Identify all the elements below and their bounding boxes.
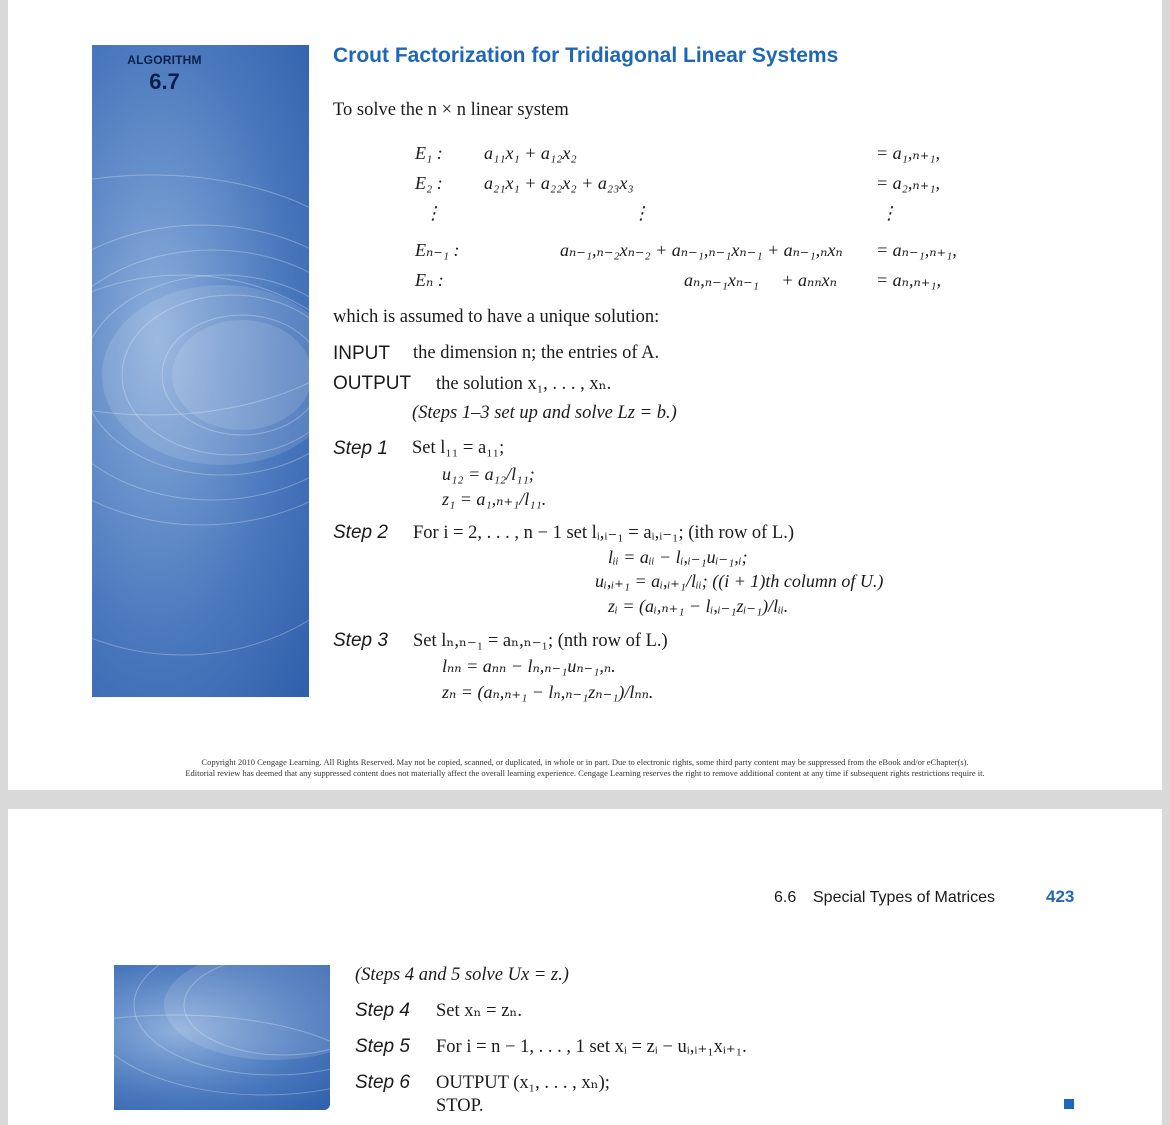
step-1-line: z₁ = a₁,ₙ₊₁/l₁₁.: [442, 489, 547, 509]
decorative-swirl-graphic: [92, 45, 309, 697]
input-text: the dimension n; the entries of A.: [413, 343, 660, 363]
end-of-algorithm-square-icon: [1064, 1099, 1074, 1109]
assumption-text: which is assumed to have a unique solution:: [333, 307, 660, 327]
algorithm-sidebar-panel: [114, 965, 330, 1110]
equation-rhs: = aₙ,ₙ₊₁,: [876, 270, 941, 290]
equation-rhs: = a₁,ₙ₊₁,: [876, 143, 940, 163]
step-5-text: For i = n − 1, . . . , 1 set xᵢ = zᵢ − uᵢ,ᵢ₊₁xᵢ₊₁.: [436, 1037, 747, 1057]
output-keyword: OUTPUT: [333, 373, 412, 394]
step-1-line: u₁₂ = a₁₂/l₁₁;: [442, 464, 535, 484]
step-1-line: Set l₁₁ = a₁₁;: [412, 438, 505, 458]
step-2-line: lᵢᵢ = aᵢᵢ − lᵢ,ᵢ₋₁uᵢ₋₁,ᵢ;: [608, 547, 748, 567]
equation-rhs: = a₂,ₙ₊₁,: [876, 173, 940, 193]
step-2-line: For i = 2, . . . , n − 1 set lᵢ,ᵢ₋₁ = aᵢ,ᵢ₋₁; (ith row of L.): [413, 523, 795, 543]
section-title: Special Types of Matrices: [813, 889, 996, 906]
algorithm-label: ALGORITHM: [127, 53, 202, 67]
copyright-notice: [8, 757, 1162, 779]
vertical-ellipsis: ⋮: [632, 203, 650, 223]
step-2-line: zᵢ = (aᵢ,ₙ₊₁ − lᵢ,ᵢ₋₁zᵢ₋₁)/lᵢᵢ.: [608, 596, 789, 616]
step-6-line: OUTPUT (x₁, . . . , xₙ);: [436, 1073, 610, 1093]
step-2-line: uᵢ,ᵢ₊₁ = aᵢ,ᵢ₊₁/lᵢᵢ; ((i + 1)th column of U.): [595, 571, 884, 591]
step-4-label: Step 4: [355, 1000, 410, 1021]
step-4-text: Set xₙ = zₙ.: [436, 1001, 523, 1021]
equation-label: Eₙ :: [415, 270, 444, 290]
equation-lhs: a₁₁x₁ + a₁₂x₂: [484, 143, 577, 163]
decorative-swirl-graphic: [114, 965, 330, 1110]
page-422: [8, 0, 1162, 790]
step-3-line: zₙ = (aₙ,ₙ₊₁ − lₙ,ₙ₋₁zₙ₋₁)/lₙₙ.: [442, 682, 654, 702]
step-1-label: Step 1: [333, 438, 388, 459]
copyright-line: Editorial review has deemed that any suppressed content does not materially affect the overall learning experience. Cengage Learning reserves the right to remove additional content at any time if subsequent rights restrictions require it.: [185, 768, 985, 778]
equation-label: Eₙ₋₁ :: [415, 240, 460, 260]
step-3-label: Step 3: [333, 630, 388, 651]
page-423: [8, 809, 1162, 1125]
step-5-label: Step 5: [355, 1036, 410, 1057]
equation-lhs: aₙ₋₁,ₙ₋₂xₙ₋₂ + aₙ₋₁,ₙ₋₁xₙ₋₁ + aₙ₋₁,ₙxₙ: [560, 240, 843, 260]
equation-label: E₂ :: [415, 173, 443, 193]
step-3-line: lₙₙ = aₙₙ − lₙ,ₙ₋₁uₙ₋₁,ₙ.: [442, 656, 616, 676]
vertical-ellipsis: ⋮: [424, 203, 442, 223]
output-text: the solution x₁, . . . , xₙ.: [436, 374, 612, 394]
intro-text: To solve the n × n linear system: [333, 100, 569, 120]
algorithm-sidebar-panel: [92, 45, 309, 697]
step-2-label: Step 2: [333, 522, 388, 543]
comment-steps-1-3: (Steps 1–3 set up and solve Lz = b.): [412, 403, 677, 423]
equation-rhs: = aₙ₋₁,ₙ₊₁,: [876, 240, 957, 260]
algorithm-title: Crout Factorization for Tridiagonal Linear Systems: [333, 44, 839, 67]
step-6-label: Step 6: [355, 1072, 410, 1093]
vertical-ellipsis: ⋮: [880, 203, 898, 223]
comment-steps-4-5: (Steps 4 and 5 solve Ux = z.): [355, 965, 569, 985]
step-6-line: STOP.: [436, 1096, 484, 1116]
algorithm-number: 6.7: [149, 69, 180, 94]
input-keyword: INPUT: [333, 343, 390, 364]
copyright-line: Copyright 2010 Cengage Learning. All Rights Reserved. May not be copied, scanned, or duplicated, in whole or in part. Due to electronic rights, some third party content may be suppressed from the eBook and/or eChapter(s).: [201, 757, 969, 767]
step-3-line: Set lₙ,ₙ₋₁ = aₙ,ₙ₋₁; (nth row of L.): [413, 631, 668, 651]
equation-lhs: a₂₁x₁ + a₂₂x₂ + a₂₃x₃: [484, 173, 634, 193]
equation-label: E₁ :: [415, 143, 443, 163]
section-number: 6.6: [774, 889, 797, 906]
page-number: 423: [1046, 887, 1075, 906]
equation-lhs: aₙ,ₙ₋₁xₙ₋₁ + aₙₙxₙ: [684, 270, 837, 290]
